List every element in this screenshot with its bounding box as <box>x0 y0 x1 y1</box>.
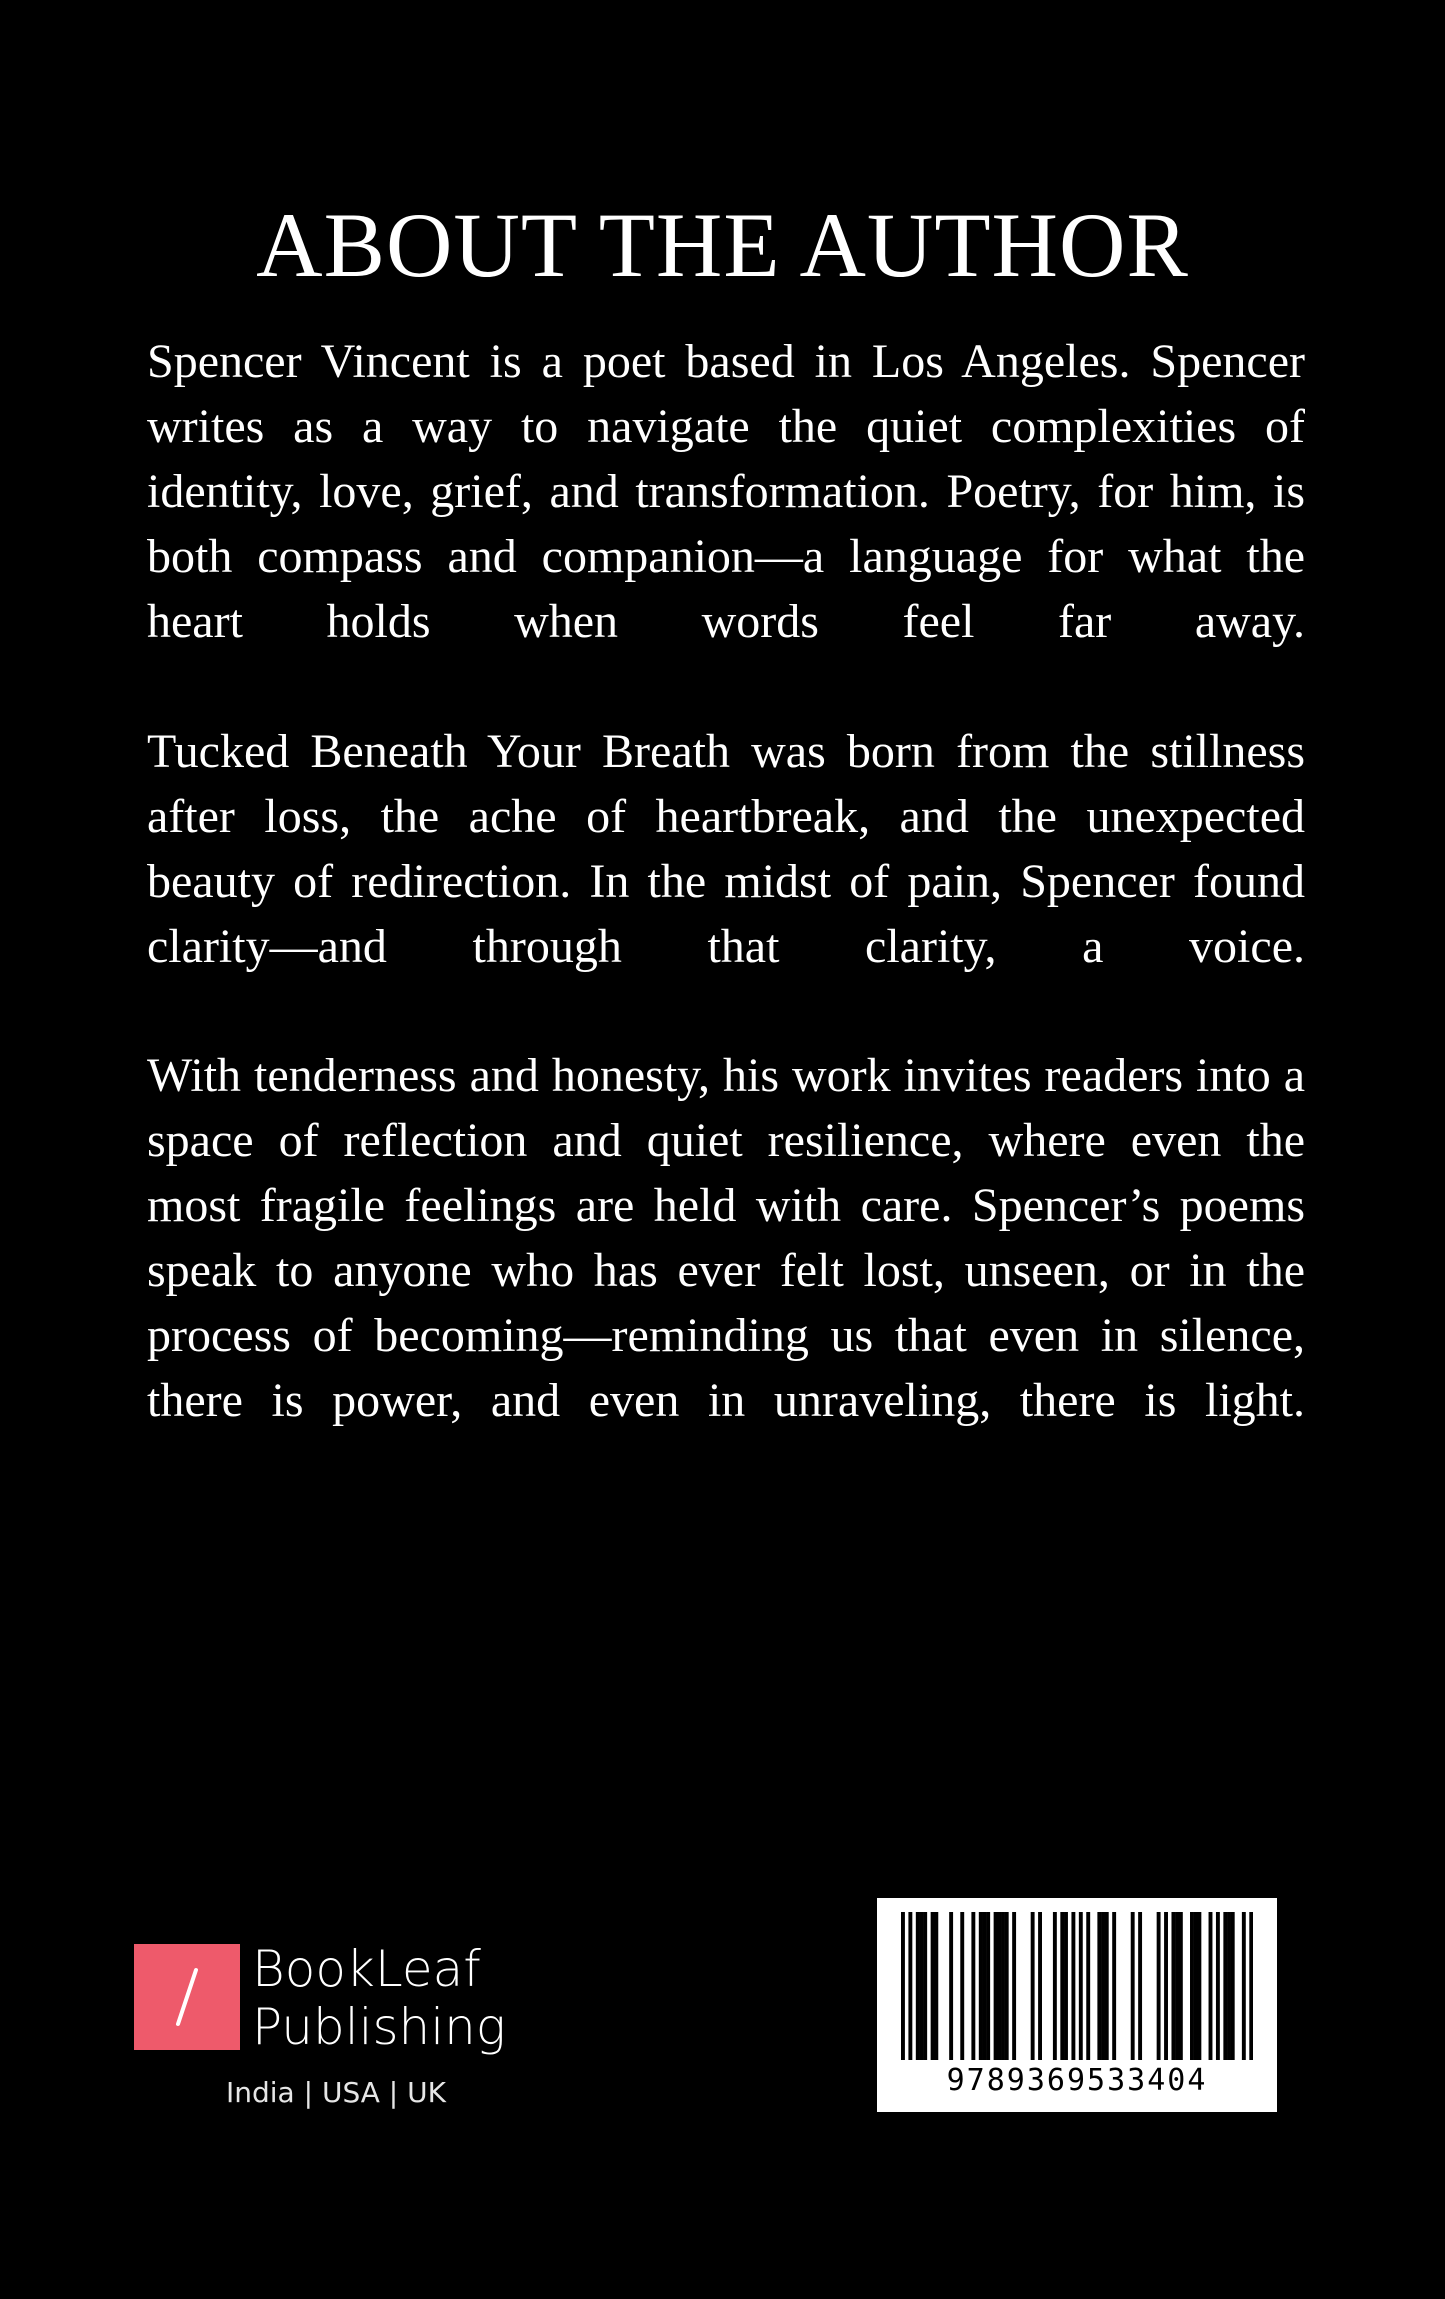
isbn-number: 9789369533404 <box>946 2063 1208 2098</box>
barcode-bar <box>1138 1912 1142 2060</box>
barcode-bar <box>1079 1912 1083 2060</box>
barcode-bar <box>934 1912 938 2060</box>
bio-paragraph-2: Tucked Beneath Your Breath was born from the stillness after loss, the ache of heartbreak, and the unexpected beauty of redirection. In the midst of pain, Spencer found clarity—and through that clarity, a voice. <box>147 725 1305 973</box>
barcode-bar <box>901 1912 905 2060</box>
barcode-bar <box>997 1912 1001 2060</box>
publisher-logo <box>134 1940 534 2120</box>
barcode-bar <box>1005 1912 1009 2060</box>
barcode-bar <box>1216 1912 1220 2060</box>
barcode-bar <box>1064 1912 1068 2060</box>
publisher-name <box>252 1940 506 2056</box>
barcode-bar <box>1038 1912 1042 2060</box>
barcode-bar <box>920 1912 924 2060</box>
publisher-regions: India | USA | UK <box>226 2076 446 2109</box>
barcode-bar <box>1071 1912 1075 2060</box>
barcode-bar <box>1242 1912 1246 2060</box>
barcode-bar <box>1190 1912 1194 2060</box>
page-title: ABOUT THE AUTHOR <box>256 194 1189 296</box>
barcode-bar <box>971 1912 975 2060</box>
barcode-bar <box>1197 1912 1201 2060</box>
barcode-bar <box>986 1912 990 2060</box>
bio-paragraph-1: Spencer Vincent is a poet based in Los Angeles. Spencer writes as a way to navigate the quiet complexities of identity, love, grief, and transformation. Poetry, for him, is both compass and companion—a language for what the heart holds when words feel far away. <box>147 335 1305 648</box>
barcode-bar <box>1227 1912 1231 2060</box>
barcode-bar <box>1031 1912 1035 2060</box>
barcode-bar <box>1171 1912 1175 2060</box>
bio-paragraph-3: With tenderness and honesty, his work invites readers into a space of reflection and quiet resilience, where even the most fragile feelings are held with care. Spencer’s poems speak to anyone who has ever felt lost, unseen, or in the process of becoming—reminding us that even in silence, there is power, and even in unraveling, there is light. <box>147 1049 1305 1427</box>
barcode-bar <box>1179 1912 1183 2060</box>
barcode-bar <box>1012 1912 1016 2060</box>
barcode-bar <box>916 1912 920 2060</box>
barcode-bar <box>1060 1912 1064 2060</box>
barcode-bar <box>949 1912 953 2060</box>
barcode-bar <box>979 1912 983 2060</box>
publisher-name-line-1: BookLeaf <box>252 1940 481 1998</box>
bookleaf-slash-icon <box>134 1944 240 2050</box>
barcode-bar <box>923 1912 927 2060</box>
barcode-bar <box>908 1912 912 2060</box>
barcode-bar <box>1001 1912 1005 2060</box>
barcode-bar <box>983 1912 987 2060</box>
barcode-bar <box>960 1912 964 2060</box>
barcode-bar <box>1175 1912 1179 2060</box>
barcode-bar <box>1101 1912 1105 2060</box>
barcode-bar <box>1249 1912 1253 2060</box>
barcode-icon <box>901 1912 1253 2060</box>
publisher-name-line-2: Publishing <box>252 1998 506 2056</box>
barcode-bar <box>1164 1912 1168 2060</box>
barcode-bar <box>1223 1912 1227 2060</box>
barcode-bar <box>1157 1912 1161 2060</box>
barcode-bar <box>1086 1912 1090 2060</box>
barcode-bar <box>1209 1912 1213 2060</box>
barcode-bar <box>1131 1912 1135 2060</box>
barcode <box>877 1898 1277 2112</box>
barcode-bar <box>1112 1912 1116 2060</box>
barcode-bar <box>1194 1912 1198 2060</box>
barcode-bar <box>1053 1912 1057 2060</box>
barcode-bar <box>1097 1912 1101 2060</box>
barcode-bar <box>1231 1912 1235 2060</box>
barcode-bar <box>1105 1912 1109 2060</box>
barcode-bar <box>931 1912 935 2060</box>
barcode-bar <box>994 1912 998 2060</box>
